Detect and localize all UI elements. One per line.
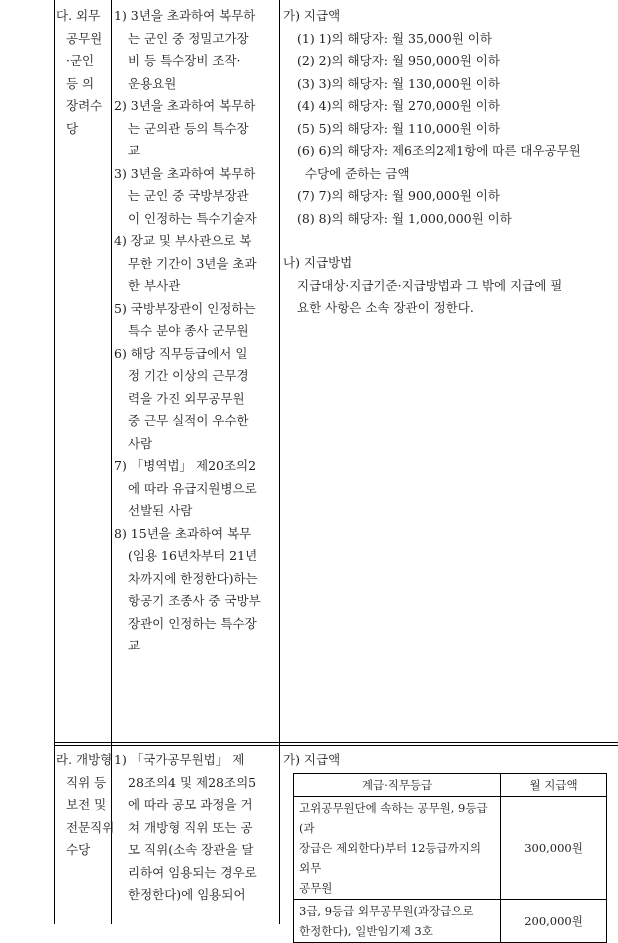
method-text: 지급대상·지급기준·지급방법과 그 밖에 지급에 필 bbox=[297, 277, 563, 293]
list-item: 1) 「국가공무원법」 제 bbox=[114, 752, 245, 767]
amount-item: (5) 5)의 해당자: 월 110,000원 이하 bbox=[297, 120, 500, 136]
table-cell-category: 3급, 9등급 외무공무원(과장급으로 한정한다), 일반임기제 3호 bbox=[294, 900, 501, 943]
column-divider-2 bbox=[279, 0, 280, 924]
table-border-left bbox=[54, 0, 55, 924]
list-item: 6) 해당 직무등급에서 일 bbox=[114, 345, 248, 361]
row-divider bbox=[54, 742, 618, 743]
list-item: 3) 3년을 초과하여 복무하 bbox=[114, 165, 256, 181]
table-cell-category: 고위공무원단에 속하는 공무원, 9등급(과 장급은 제외한다)부터 12등급까지의 외무 공무원 bbox=[294, 797, 501, 900]
subheading-method: 나) 지급방법 bbox=[283, 255, 353, 270]
table-header-row bbox=[294, 774, 607, 797]
section-ra-heading: 라. 개방형 직위 등 보전 및 전문직위 수당 bbox=[56, 752, 115, 857]
amount-item: (4) 4)의 해당자: 월 270,000원 이하 bbox=[297, 98, 500, 113]
list-item: 7) 「병역법」 제20조의2 bbox=[114, 458, 257, 473]
list-item: 4) 장교 및 부사관으로 복 bbox=[114, 233, 252, 248]
table-cell-amount: 200,000원 bbox=[501, 900, 607, 943]
section-ra-eligibility: 1) 「국가공무원법」 제 28조의4 및 제28조의5 에 따라 공모 과정을 거 쳐 개방형 직위 또는 공 모 직위(소속 장관을 달 리하여 임용되는 경우로 한정한다)에 임용되어 bbox=[114, 749, 257, 907]
section-ra-payment bbox=[283, 749, 340, 772]
section-da-payment: 가) 지급액 (1) 1)의 해당자: 월 35,000원 이하 (2) 2)의 해당자: 월 950,000원 이하 (3) 3)의 해당자: 월 130,000원 이하 (4) 4)의 해당자: 월 270,000원 이하 (5) 5)의 해당자: 월 110,000원 이하 (6) 6)의 해당자: 제6조의2제1항에 따른 대우공무원 수당에 준하는 금액 (7) 7)의 해당자: 월 900,000원 이하 (8) 8)의 해당자: 월 1,000,000원 이하 나) 지급방법 지급대상·지급기준·지급방법과 그 밖에 지급에 필 요한 사항은 소속 장관이 정한다. bbox=[283, 5, 581, 320]
subheading-amount: 가) 지급액 bbox=[283, 8, 341, 23]
amount-item: (3) 3)의 해당자: 월 130,000원 이하 bbox=[297, 75, 500, 91]
list-item: 5) 국방부장관이 인정하는 bbox=[114, 300, 256, 316]
payment-table bbox=[293, 773, 607, 943]
list-item: 8) 15년을 초과하여 복무 bbox=[114, 525, 252, 541]
amount-item: (8) 8)의 해당자: 월 1,000,000원 이하 bbox=[297, 210, 512, 226]
header-amount: 월 지급액 bbox=[501, 774, 607, 797]
table-row bbox=[294, 797, 607, 900]
list-item: 2) 3년을 초과하여 복무하 bbox=[114, 98, 256, 113]
table-row bbox=[294, 900, 607, 943]
amount-item: (7) 7)의 해당자: 월 900,000원 이하 bbox=[297, 188, 500, 203]
header-grade: 계급·직무등급 bbox=[294, 774, 501, 797]
amount-item: (1) 1)의 해당자: 월 35,000원 이하 bbox=[297, 30, 492, 46]
section-da-heading: 다. 외무 공무원 ·군인 등 의 장려수 당 bbox=[56, 8, 103, 136]
amount-item: (6) 6)의 해당자: 제6조의2제1항에 따른 대우공무원 bbox=[297, 143, 581, 158]
section-da-eligibility: 1) 3년을 초과하여 복무하 는 군인 중 정밀고가장 비 등 특수장비 조작· 운용요원 2) 3년을 초과하여 복무하 는 군의관 등의 특수장 교 3) 3년을 초과하여 복무하 는 군인 중 국방부장관 이 인정하는 특수기술자 4) 장교 및 부사관으로 복 무한 기간이 3년을 초과 한 부사관 5) 국방부장관이 인정하는 특수 분야 종사 군무원 6) 해당 직무등급에서 일 정 기간 이상의 근무경 력을 가진 외무공무원 중 근무 실적이 우수한 사람 7) 「병역법」 제20조의2 에 따라 유급지원병으로 선발된 사람 8) 15년을 초과하여 복무 (임용 16년차부터 21년 차까지에 한정한다)하는 항공기 조종사 중 국방부 장관이 인정하는 특수장 교 bbox=[114, 5, 261, 658]
amount-item: (2) 2)의 해당자: 월 950,000원 이하 bbox=[297, 53, 500, 68]
table-cell-amount: 300,000원 bbox=[501, 797, 607, 900]
subheading-amount: 가) 지급액 bbox=[283, 752, 341, 767]
list-item: 1) 3년을 초과하여 복무하 bbox=[114, 8, 256, 23]
row-divider-2 bbox=[54, 745, 618, 746]
